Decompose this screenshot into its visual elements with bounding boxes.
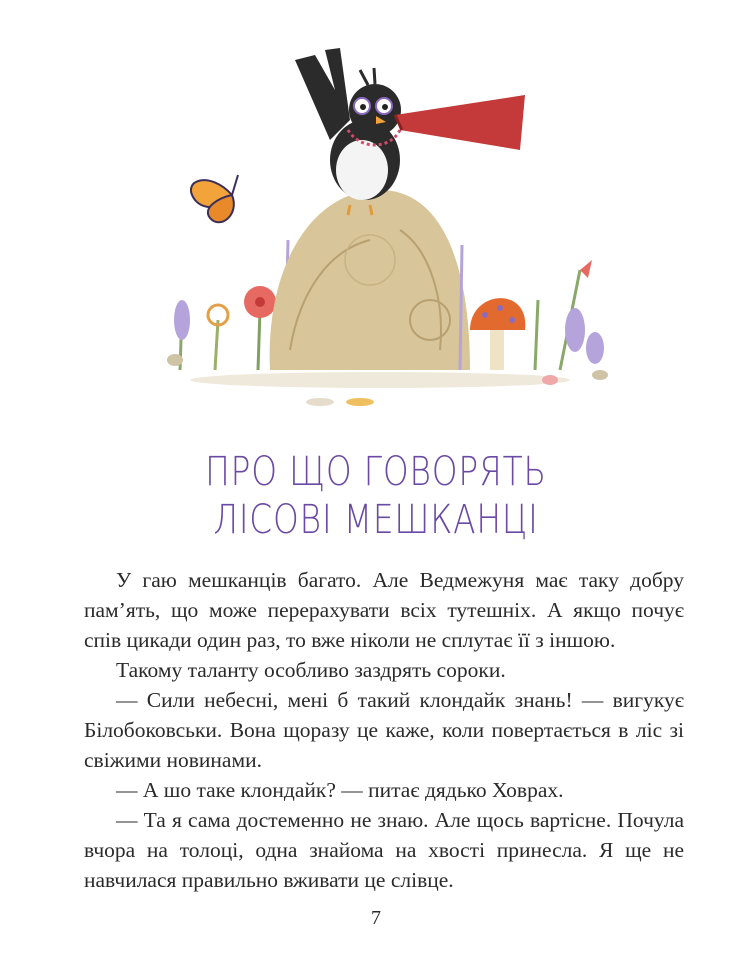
paragraph: — Та я сама достеменно не знаю. Але щось вартісне. Почула вчора на толоці, одна знайома на хвості принесла. Я ще не навчилася правильно вживати це слівце.	[84, 808, 684, 892]
paragraph: У гаю мешканців багато. Але Ведмежуня має таку добру пам’ять, що може перерахувати всіх тутешніх. А якщо почує спів цикади один раз, то вже ніколи не сплутає її з іншою.	[84, 568, 684, 652]
story-text	[84, 565, 684, 895]
ground-shadow	[190, 372, 570, 388]
chapter-title-line1: ПРО ЩО ГОВОРЯТЬ	[205, 449, 547, 495]
butterfly-icon	[191, 175, 238, 222]
chapter-illustration	[140, 30, 620, 420]
magpie-haystack-drawing	[140, 30, 620, 420]
chapter-title-line2: ЛІСОВІ МЕШКАНЦІ	[213, 497, 539, 543]
paragraph: — Сили небесні, мені б такий клондайк знань! — вигукує Білобоковськи. Вона щоразу це каже, коли повертається в ліс зі свіжими новинами.	[84, 688, 684, 772]
mushroom-icon	[470, 298, 525, 370]
paragraph: Такому таланту особливо заздрять сороки.	[116, 658, 506, 682]
magpie	[295, 48, 401, 215]
page-number: 7	[371, 907, 381, 929]
paragraph: — А шо таке клондайк? — питає дядько Ховрах.	[116, 778, 564, 802]
telescope-icon	[395, 95, 525, 150]
